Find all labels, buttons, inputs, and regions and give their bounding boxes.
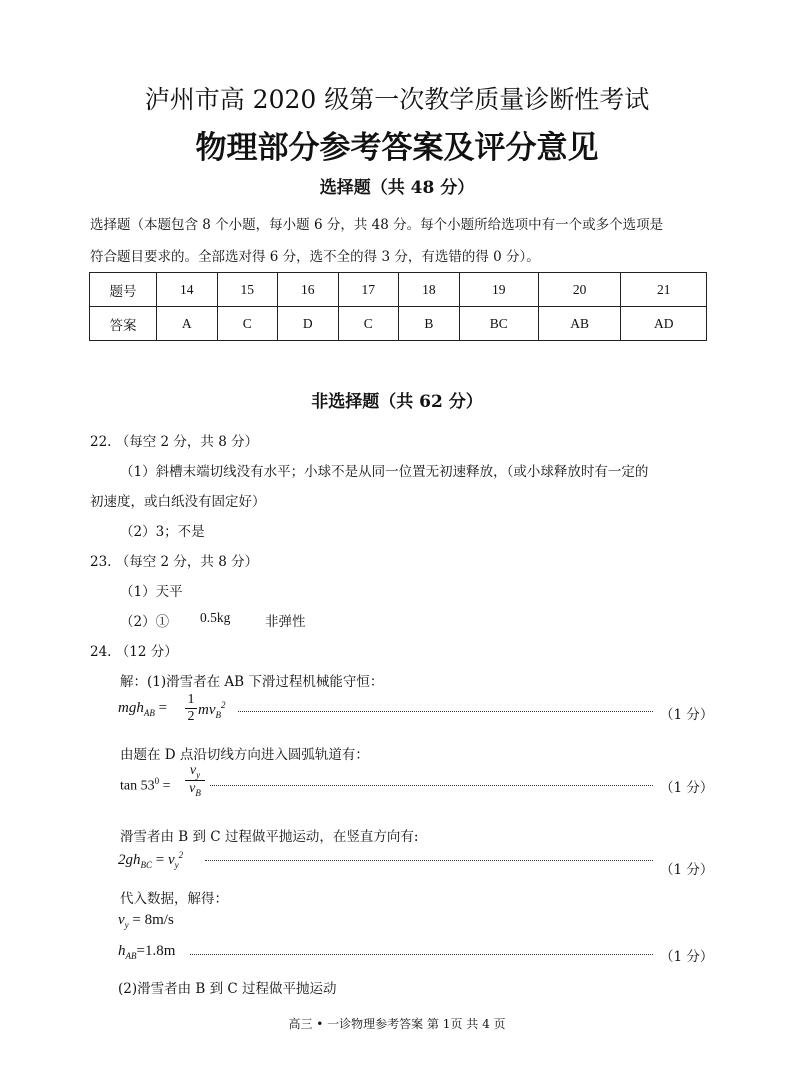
eq1-lhs-sub: AB (143, 708, 155, 718)
q24-step-5: (2)滑雪者由 B 到 C 过程做平抛运动 (118, 981, 337, 997)
eq2-numerator (185, 763, 205, 780)
eq1-rhs-group (198, 700, 226, 720)
eq2-fraction (185, 763, 205, 798)
eq3-lhs-sub: BC (140, 860, 153, 870)
table-row-numbers (90, 273, 707, 307)
result-vy (118, 912, 174, 930)
q22-head: 22. （每空 2 分，共 8 分） (90, 434, 259, 450)
q23-answer-1: （1）天平 (120, 584, 183, 600)
eq2-den-sub: B (195, 787, 201, 798)
q24-step-3: 滑雪者由 B 到 C 过程做平抛运动，在竖直方向有: (120, 829, 419, 845)
result-hab-value: =1.8m (136, 943, 176, 959)
answer-cell: C (338, 307, 399, 341)
q23-head: 23. （每空 2 分，共 8 分） (90, 554, 259, 570)
q22-answer-1-line-1: （1）斜槽末端切线没有水平；小球不是从同一位置无初速释放，（或小球释放时有一定的 (120, 464, 649, 480)
choice-intro-2: 符合题目要求的。全部选对得 6 分，选不全的得 3 分，有选错的得 0 分）。 (90, 249, 540, 265)
eq1-rhs-sub: B (215, 710, 221, 720)
question-number: 19 (459, 273, 538, 307)
question-number: 20 (538, 273, 620, 307)
score-4: （1 分） (660, 949, 714, 965)
question-number: 14 (157, 273, 218, 307)
page-footer: 高三 • 一诊物理参考答案 第 1页 共 4 页 (288, 1017, 506, 1031)
question-number: 15 (217, 273, 278, 307)
leader-dots (238, 701, 653, 712)
answer-cell: D (278, 307, 339, 341)
question-number: 18 (399, 273, 460, 307)
answer-cell: C (217, 307, 278, 341)
eq1-rhs: mv (198, 702, 216, 718)
eq3-rhs-sub: y (174, 860, 179, 870)
q22-answer-1-line-2: 初速度，或白纸没有固定好） (90, 494, 266, 510)
nonchoice-heading: 非选择题（共 62 分） (311, 392, 483, 412)
q24-head: 24. （12 分） (90, 644, 178, 660)
q23-collision-type: 非弹性 (265, 614, 306, 630)
eq1-rhs-sup: 2 (221, 700, 226, 710)
choice-heading: 选择题（共 48 分） (319, 178, 475, 198)
eq2-lhs: tan 53 (120, 778, 155, 794)
answer-table (89, 272, 707, 341)
row-label: 答案 (90, 307, 157, 341)
equation-energy (118, 700, 167, 718)
eq3-equals: = (155, 852, 165, 868)
result-vy-sub: y (124, 920, 129, 930)
score-3: （1 分） (660, 862, 714, 878)
q23-mass-value: 0.5kg (200, 610, 231, 625)
row-label: 题号 (90, 273, 157, 307)
eq2-num-sub: y (196, 769, 201, 780)
equation-tan (120, 776, 171, 795)
eq1-numerator: 1 (187, 692, 195, 707)
leader-dots (210, 775, 653, 786)
result-hab-var: h (118, 943, 126, 959)
choice-intro-1: 选择题（本题包含 8 个小题，每小题 6 分，共 48 分。每个小题所给选项中有一个或多个选项是 (90, 217, 664, 233)
question-number: 16 (278, 273, 339, 307)
result-vy-var: v (118, 912, 125, 928)
eq2-den-var: v (189, 780, 196, 796)
eq2-lhs-sup: 0 (154, 776, 160, 786)
q24-step-1: 解：(1)滑雪者在 AB 下滑过程机械能守恒： (120, 674, 384, 690)
question-number: 17 (338, 273, 399, 307)
score-2: （1 分） (660, 780, 714, 796)
answer-cell: AD (621, 307, 707, 341)
q23-answer-2-prefix: （2）① (120, 614, 170, 630)
q22-answer-2: （2）3；不是 (120, 524, 205, 540)
answer-cell: BC (459, 307, 538, 341)
title-line-2: 物理部分参考答案及评分意见 (195, 130, 599, 166)
eq1-lhs: mgh (118, 700, 144, 716)
q24-step-4: 代入数据，解得： (120, 891, 228, 907)
answer-cell: B (399, 307, 460, 341)
result-hab (118, 943, 175, 961)
equation-vertical (118, 850, 183, 870)
eq2-denominator (185, 780, 205, 798)
eq3-rhs: v (167, 852, 175, 868)
leader-dots (205, 850, 653, 861)
leader-dots (190, 944, 653, 955)
question-number: 21 (621, 273, 707, 307)
title-line-1: 泸州市高 2020 级第一次教学质量诊断性考试 (144, 85, 650, 114)
eq2-equals: = (162, 778, 171, 794)
answer-cell: AB (538, 307, 620, 341)
result-vy-value: = 8m/s (132, 912, 174, 928)
answer-cell: A (157, 307, 218, 341)
eq2-num-var: v (189, 763, 197, 778)
score-1: （1 分） (660, 707, 714, 723)
eq3-lhs: 2gh (118, 852, 141, 868)
eq1-fraction (185, 692, 197, 725)
q24-step-2: 由题在 D 点沿切线方向进入圆弧轨道有： (120, 747, 369, 763)
eq1-denominator: 2 (185, 708, 197, 725)
eq3-rhs-sup: 2 (178, 850, 184, 860)
table-row-answers (90, 307, 707, 341)
eq1-equals: = (158, 700, 168, 716)
result-hab-sub: AB (125, 951, 137, 961)
